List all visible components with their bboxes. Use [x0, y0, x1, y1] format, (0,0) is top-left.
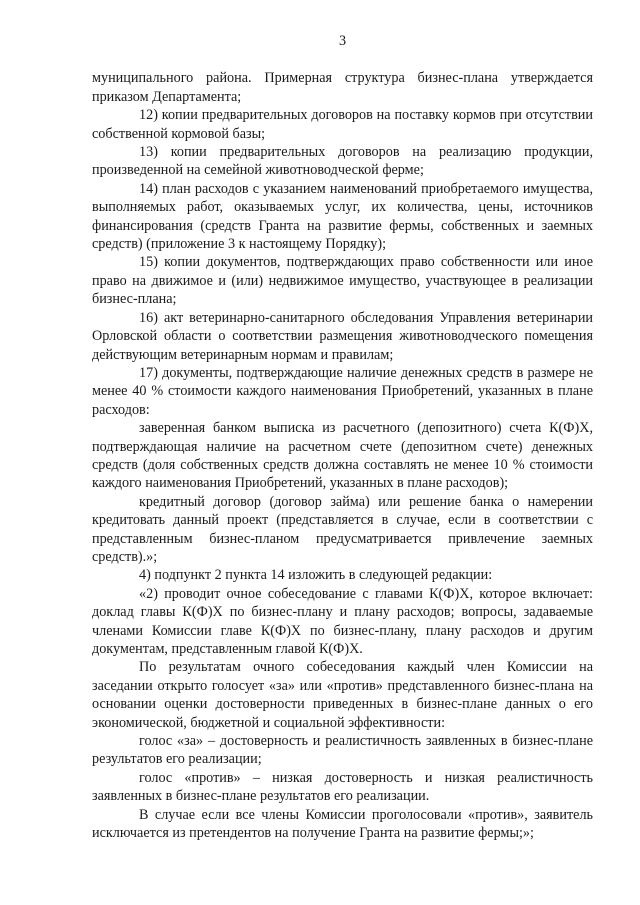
paragraph: 13) копии предварительных договоров на реализацию продукции, произведенной на семейной животноводческой ферме;	[92, 144, 593, 179]
paragraph: голос «за» – достоверность и реалистичность заявленных в бизнес-плане результатов его реализации;	[92, 733, 593, 768]
paragraph: муниципального района. Примерная структура бизнес-плана утверждается приказом Департамента;	[92, 70, 593, 105]
paragraph: 4) подпункт 2 пункта 14 изложить в следующей редакции:	[139, 567, 493, 584]
document-body	[92, 69, 593, 842]
paragraph: 12) копии предварительных договоров на поставку кормов при отсутствии собственной кормовой базы;	[92, 107, 593, 142]
page-number: 3	[338, 33, 347, 49]
paragraph: заверенная банком выписка из расчетного (депозитного) счета К(Ф)Х, подтверждающая наличие на расчетном счете (депозитном счете) денежных средств (доля собственных средств должна составлять не менее 10 % стоимости каждого наименования Приобретений, указанных в плане расходов);	[92, 420, 593, 492]
paragraph: 15) копии документов, подтверждающих право собственности или иное право на движимое и (или) недвижимое имущество, участвующее в реализации бизнес-плана;	[92, 254, 593, 308]
paragraph: В случае если все члены Комиссии проголосовали «против», заявитель исключается из претендентов на получение Гранта на развитие фермы;»;	[92, 806, 593, 842]
paragraph: 16) акт ветеринарно-санитарного обследования Управления ветеринарии Орловской области о соответствии размещения животноводческого помещения действующим ветеринарным нормам и правилам;	[92, 309, 593, 363]
paragraph: 14) план расходов с указанием наименований приобретаемого имущества, выполняемых работ, оказываемых услуг, их количества, цены, источников финансирования (средств Гранта на развитие фермы, собственных и заемных средств) (приложение 3 к настоящему Порядку);	[92, 180, 593, 253]
paragraph: голос «против» – низкая достоверность и низкая реалистичность заявленных в бизнес-плане результатов его реализации.	[92, 769, 593, 805]
paragraph: кредитный договор (договор займа) или решение банка о намерении кредитовать данный проект (представляется в случае, если в соответствии с представленным бизнес-планом предусматривается привлечение заемных средств).»;	[92, 493, 593, 565]
paragraph: «2) проводит очное собеседование с главами К(Ф)Х, которое включает: доклад главы К(Ф)Х по бизнес-плану и плану расходов; вопросы, задаваемые членами Комиссии главе К(Ф)Х по бизнес-плану, плану расходов и другим документам, представленным главой К(Ф)Х.	[92, 585, 593, 657]
paragraph: По результатам очного собеседования каждый член Комиссии на заседании открыто голосует «за» или «против» представленного бизнес-плана на основании оценки достоверности приведенных в бизнес-плане данных о его экономической, бюджетной и социальной эффективности:	[92, 659, 593, 731]
paragraph: 17) документы, подтверждающие наличие денежных средств в размере не менее 40 % стоимости каждого наименования Приобретений, указанных в плане расходов:	[92, 364, 593, 418]
